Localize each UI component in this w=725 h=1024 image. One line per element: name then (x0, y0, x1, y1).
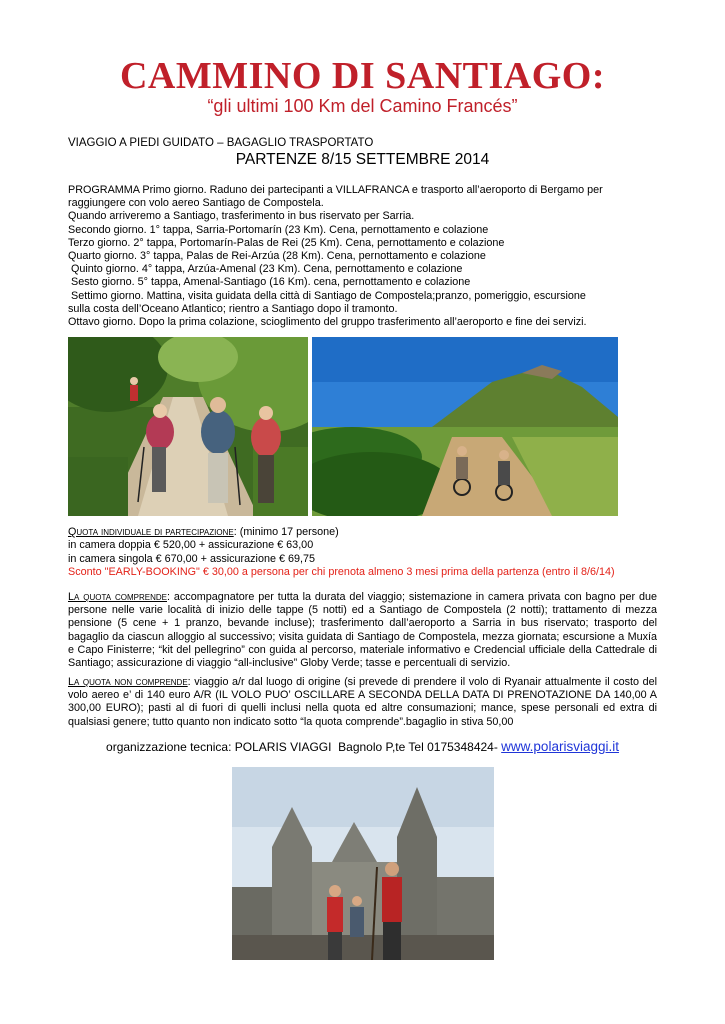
photo-pilgrims-walking (68, 337, 308, 516)
early-booking-discount: Sconto "EARLY-BOOKING" € 30,00 a persona per chi prenota almeno 3 mesi prima della partenza (entro il 8/6/14) (68, 565, 615, 578)
program-line: Settimo giorno. Mattina, visita guidata della città di Santiago de Compostela;pranzo, pomeriggio, escursione (68, 289, 586, 302)
itinerary-program (68, 184, 628, 329)
program-line: Secondo giorno. 1° tappa, Sarria-Portomarín (23 Km). Cena, pernottamento e colazione (68, 223, 489, 236)
includes-text: : accompagnatore per tutta la durata del viaggio; sistemazione in camera privata con bagno per due persone nelle varie località di inizio delle tappe (5 notti) ed a Santiago de Compostela (2 notti); trattamento di mezza pensione (5 cene + 1 pranzo, bevande incluse); trasferimento dall’aeroporto a Sarria in bus riservato; trasporto del bagaglio da ciascun alloggio al successivo; visita guidata di Santiago de Compostela, mezza giornata; escursione a Muxía e Capo Finisterre; “kit del pellegrino” con guida al percorso, materiale informativo e Credencial ufficiale della Cattedrale di Santiago; assicurazione di viaggio “all-inclusive” Globy Verde; tasse e percentuali di servizio. (68, 591, 657, 670)
page-title-colon: : (591, 55, 605, 97)
page-subtitle: “gli ultimi 100 Km del Camino Francés” (207, 96, 518, 116)
organizer-website-link[interactable]: www.polarisviaggi.it (501, 739, 619, 754)
program-line: Quarto giorno. 3° tappa, Palas de Rei-Arzúa (28 Km). Cena, pernottamento e colazione (68, 250, 486, 263)
trip-type: VIAGGIO A PIEDI GUIDATO – BAGAGLIO TRASPORTATO (68, 137, 374, 149)
program-line: Quando arriveremo a Santiago, trasferimento in bus riservato per Sarria. (68, 210, 415, 223)
program-line: PROGRAMMA Primo giorno. Raduno dei partecipanti a VILLAFRANCA e trasporto all’aeroporto di Bergamo per (68, 184, 603, 196)
price-excludes (68, 676, 657, 729)
program-line: Sesto giorno. 5° tappa, Amenal-Santiago (16 Km). cena, pernottamento e colazione (68, 276, 471, 289)
program-line: Terzo giorno. 2° tappa, Portomarín-Palas de Rei (25 Km). Cena, pernottamento e colazione (68, 236, 505, 249)
min-participants: (minimo 17 persone) (236, 526, 339, 538)
program-line: Ottavo giorno. Dopo la prima colazione, scioglimento del gruppo trasferimento all’aeroporto e fine dei servizi. (68, 316, 587, 329)
price-section (68, 526, 628, 579)
program-line: sulla costa dell’Oceano Atlantico; rientro a Santiago dopo il tramonto. (68, 302, 398, 315)
price-label: Quota individuale di partecipazione (68, 526, 234, 538)
price-single-room: in camera singola € 670,00 + assicurazione € 69,75 (68, 552, 315, 565)
price-double-room: in camera doppia € 520,00 + assicurazione € 63,00 (68, 539, 314, 552)
includes-label: La quota comprende (68, 591, 167, 603)
page-title-text: CAMMINO DI SANTIAGO (119, 55, 592, 97)
page-title (0, 54, 725, 98)
price-heading (68, 526, 628, 539)
program-line: raggiungere con volo aereo Santiago de Compostela. (68, 197, 324, 210)
organizer-line (0, 739, 725, 754)
program-line: Quinto giorno. 4° tappa, Arzúa-Amenal (23 Km). Cena, pernottamento e colazione (68, 263, 463, 276)
organizer-text: organizzazione tecnica: POLARIS VIAGGI Bagnolo P,te Tel 0175348424- (106, 740, 502, 754)
price-label-colon: : (233, 526, 237, 538)
excludes-text: : viaggio a/r dal luogo di origine (si prevede di prendere il volo di Ryanair attualmente il costo del volo aereo e’ di 140 euro A/R (IL VOLO PUO’ OSCILLARE A SECONDA DELLA DATA DI PRENOTAZIONE DA 140,00 A 300,00 EURO); pasti al di fuori di quelli inclusi nella quota ed altre consumazioni; mance, spese personali ed extra di qualsiasi genere; tutto quanto non indicato sotto “la quota comprende”.bagaglio in stiva 50,00 (68, 676, 657, 728)
price-includes (68, 591, 657, 670)
departure-dates: PARTENZE 8/15 SETTEMBRE 2014 (235, 151, 490, 168)
excludes-label: La quota non comprende (68, 676, 188, 688)
photo-cyclists-hill (312, 337, 618, 516)
photo-cathedral-pilgrims (232, 767, 494, 960)
